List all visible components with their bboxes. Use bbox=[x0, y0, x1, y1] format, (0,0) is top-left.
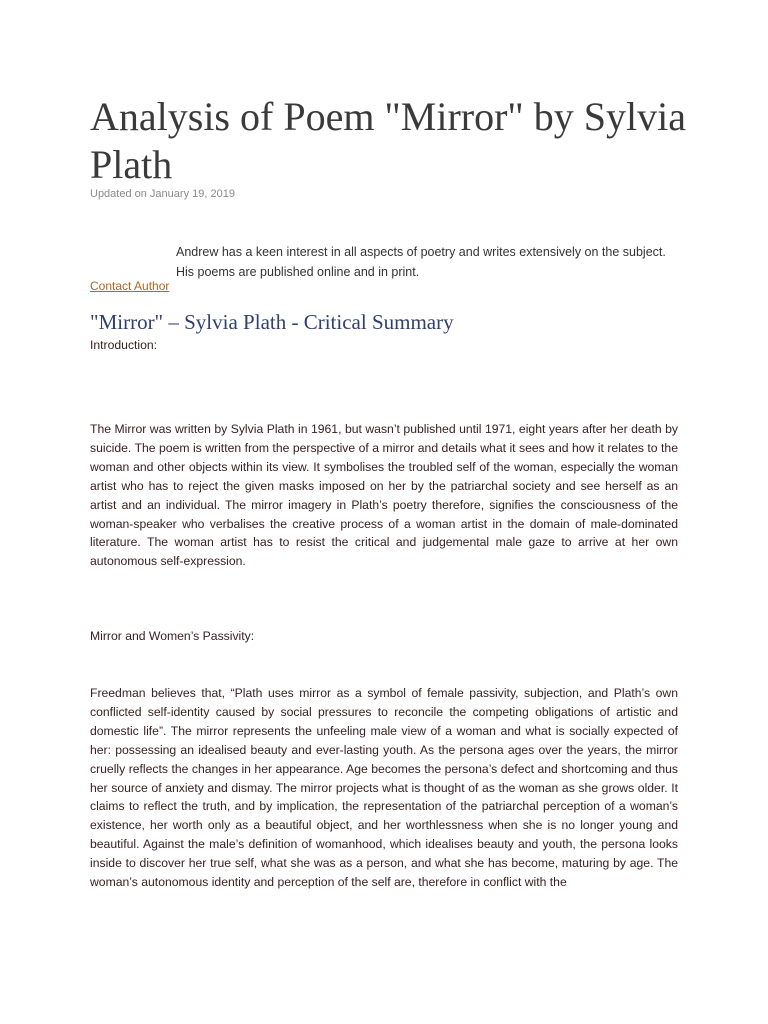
contact-author-link[interactable]: Contact Author bbox=[90, 279, 170, 293]
paragraph-introduction: The Mirror was written by Sylvia Plath in 1961, but wasn’t published until 1971, eight years after her death by suicide. The poem is written from the perspective of a mirror and details what it sees and how it relates to the woman and other objects within its view. It symbolises the troubled self of the woman, especially the woman artist who has to reject the given masks imposed on her by the patriarchal society and see herself as an artist and an individual. The mirror imagery in Plath’s poetry therefore, signifies the consciousness of the woman-speaker who verbalises the creative process of a woman artist in the domain of male-dominated literature. The woman artist has to resist the critical and judgemental male gaze to arrive at her own autonomous self-expression. bbox=[90, 422, 678, 569]
paragraph-passivity: Freedman believes that, “Plath uses mirror as a symbol of female passivity, subjection, and Plath’s own conflicted self-identity caused by social pressures to reconcile the competing obligations of artistic and domestic life”. The mirror represents the unfeeling male view of a woman and what is socially expected of her: possessing an idealised beauty and ever-lasting youth. As the persona ages over the years, the mirror cruelly reflects the changes in her appearance. Age becomes the persona’s defect and shortcoming and thus her source of anxiety and dismay. The mirror projects what is thought of as the woman as she grows older. It claims to reflect the truth, and by implication, the representation of the patriarchal perception of a woman’s existence, her worth only as a beautiful object, and her worthlessness when she is no longer young and beautiful. Against the male’s definition of womanhood, which idealises beauty and youth, the persona looks inside to discover her true self, what she was as a person, and what she has become, maturing by age. The woman’s autonomous identity and perception of the self are, therefore in conflict with the bbox=[90, 686, 678, 890]
subheading-passivity: Mirror and Women’s Passivity: bbox=[90, 629, 255, 643]
section-heading: "Mirror" – Sylvia Plath - Critical Summary bbox=[90, 310, 454, 334]
updated-date: Updated on January 19, 2019 bbox=[90, 188, 235, 200]
author-bio: Andrew has a keen interest in all aspects of poetry and writes extensively on the subject. His poems are published online and in print. bbox=[176, 245, 666, 279]
introduction-label: Introduction: bbox=[90, 338, 158, 352]
article-title: Analysis of Poem "Mirror" by Sylvia Plath bbox=[90, 94, 686, 187]
